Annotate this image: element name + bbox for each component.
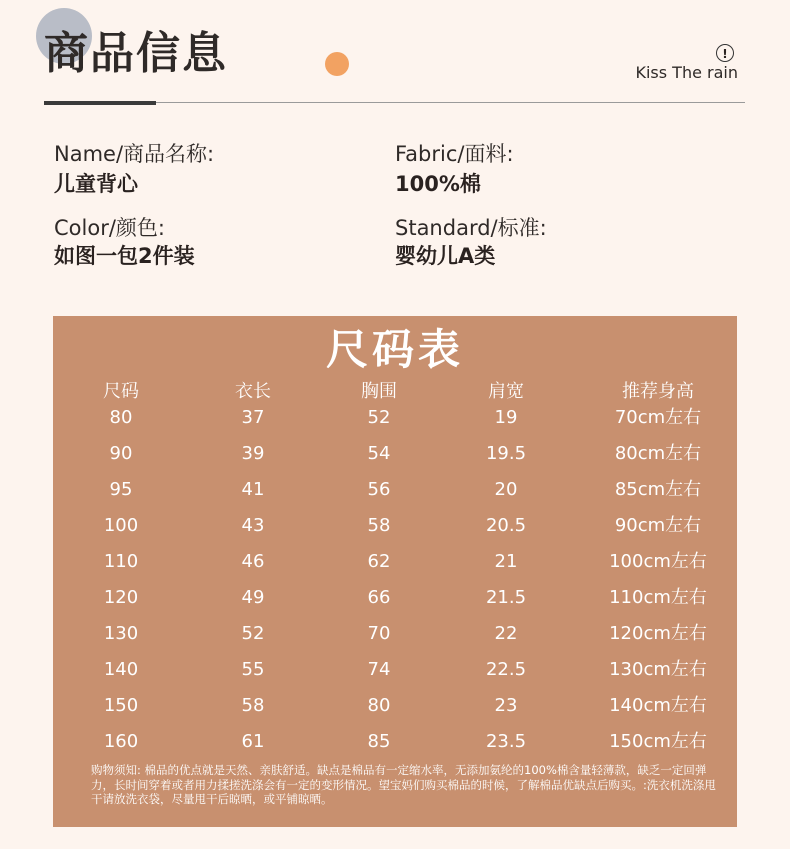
fabric-value: 100%棉 [395, 172, 481, 196]
table-cell: 120cm左右 [609, 623, 707, 644]
table-cell: 19.5 [485, 443, 527, 464]
table-cell: 70 [367, 623, 391, 644]
standard-label: Standard/标准: [395, 216, 547, 240]
table-cell: 100 [103, 515, 139, 536]
info-icon: ! [716, 44, 734, 62]
table-cell: 46 [241, 551, 265, 572]
table-cell: 20.5 [485, 515, 527, 536]
table-cell: 49 [241, 587, 265, 608]
page-title: 商品信息 [44, 28, 228, 79]
table-cell: 80 [109, 407, 133, 428]
name-label: Name/商品名称: [54, 142, 215, 166]
table-cell: 39 [241, 443, 265, 464]
table-cell: 52 [367, 407, 391, 428]
table-cell: 90cm左右 [614, 515, 702, 536]
table-cell: 120 [103, 587, 139, 608]
shopping-note: 购物须知: 棉品的优点就是天然、亲肤舒适。缺点是棉品有一定缩水率，无添加氨纶的100%棉含量轻薄款，缺乏一定回弹力，长时间穿着或者用力揉搓洗涤会有一定的变形情况。望宝妈们购买棉品的时候，了解棉品优缺点后购买。:洗衣机洗涤甩干请放洗衣袋，尽量甩干后晾晒，或平铺晾晒。 [91, 763, 716, 806]
table-cell: 85 [367, 731, 391, 752]
standard-value: 婴幼儿A类 [395, 244, 496, 268]
table-cell: 140cm左右 [609, 695, 707, 716]
table-cell: 56 [367, 479, 391, 500]
table-cell: 100cm左右 [609, 551, 707, 572]
table-cell: 130 [103, 623, 139, 644]
table-cell: 110cm左右 [609, 587, 707, 608]
size-chart-title: 尺码表 [325, 325, 464, 374]
table-cell: 21.5 [485, 587, 527, 608]
brand-name: Kiss The rain [635, 63, 738, 82]
column-header: 尺码 [103, 381, 139, 402]
size-chart-panel [53, 316, 737, 827]
table-cell: 58 [241, 695, 265, 716]
column-header: 推荐身高 [622, 381, 694, 402]
table-cell: 74 [367, 659, 391, 680]
table-cell: 150cm左右 [609, 731, 707, 752]
table-cell: 41 [241, 479, 265, 500]
table-cell: 80 [367, 695, 391, 716]
decorative-orange-dot [325, 52, 349, 76]
fabric-label: Fabric/面料: [395, 142, 514, 166]
table-cell: 66 [367, 587, 391, 608]
color-value: 如图一包2件装 [54, 244, 195, 268]
table-cell: 19 [494, 407, 518, 428]
table-cell: 70cm左右 [614, 407, 702, 428]
table-cell: 43 [241, 515, 265, 536]
table-cell: 140 [103, 659, 139, 680]
table-cell: 55 [241, 659, 265, 680]
table-cell: 21 [494, 551, 518, 572]
table-cell: 54 [367, 443, 391, 464]
table-cell: 23 [494, 695, 518, 716]
column-header: 衣长 [235, 381, 271, 402]
column-header: 胸围 [361, 381, 397, 402]
name-value: 儿童背心 [54, 172, 138, 196]
table-cell: 22.5 [485, 659, 527, 680]
table-cell: 160 [103, 731, 139, 752]
table-cell: 80cm左右 [614, 443, 702, 464]
table-cell: 62 [367, 551, 391, 572]
color-label: Color/颜色: [54, 216, 165, 240]
table-cell: 52 [241, 623, 265, 644]
table-cell: 37 [241, 407, 265, 428]
table-cell: 85cm左右 [614, 479, 702, 500]
table-cell: 110 [103, 551, 139, 572]
header-divider-accent [44, 101, 156, 105]
table-cell: 22 [494, 623, 518, 644]
table-cell: 61 [241, 731, 265, 752]
column-header: 肩宽 [488, 381, 524, 402]
table-cell: 95 [109, 479, 133, 500]
table-cell: 130cm左右 [609, 659, 707, 680]
table-cell: 90 [109, 443, 133, 464]
table-cell: 58 [367, 515, 391, 536]
table-cell: 20 [494, 479, 518, 500]
table-cell: 23.5 [485, 731, 527, 752]
table-cell: 150 [103, 695, 139, 716]
